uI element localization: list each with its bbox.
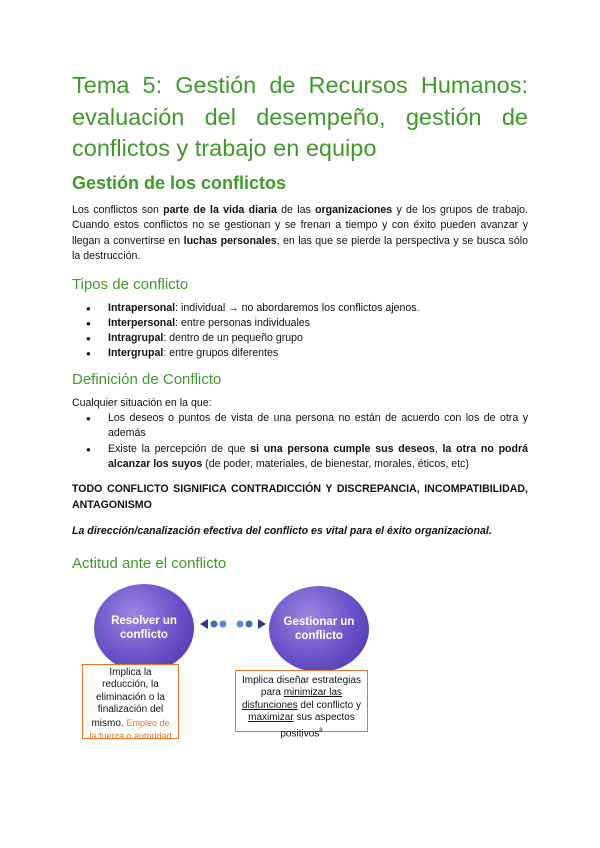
intro-paragraph	[72, 203, 528, 265]
list-item	[72, 442, 528, 473]
intro-text-4: , en las que se pierde la perspectiva y se busca sólo la destrucción.	[72, 234, 528, 262]
manage-text-3: sus aspectos positivos	[280, 712, 355, 740]
def-text-1: Existe la percepción de que	[108, 442, 251, 455]
footnote-marker: 8	[319, 727, 323, 734]
manage-underline-2: maximizar	[248, 712, 294, 724]
intro-text-3: y de los grupos de trabajo. Cuando estos conflictos no se gestionan y se frenan a tiempo y con éxito pueden avanzar y llegan a convertirse en	[72, 203, 529, 247]
attitude-diagram	[72, 584, 528, 754]
manage-conflict-circle: Gestionar un conflicto	[269, 586, 369, 672]
list-item	[72, 301, 528, 316]
list-item-term: Intrapersonal	[108, 301, 176, 314]
intro-bold-2: organizaciones	[315, 203, 393, 216]
definition-list	[72, 411, 528, 472]
double-arrow-icon	[200, 614, 266, 634]
def-text-3: (de poder, materiales, de bienestar, morales, éticos, etc)	[202, 458, 469, 471]
list-item-term: Interpersonal	[108, 316, 176, 329]
def-bold-1: si una persona cumple sus deseos	[250, 442, 435, 455]
list-item-desc: : entre personas individuales	[175, 316, 310, 329]
italic-statement: La dirección/canalización efectiva del conflicto es vital para el éxito organizacional.	[72, 525, 492, 538]
list-item-desc: : dentro de un pequeño grupo	[163, 332, 303, 345]
list-item	[72, 346, 528, 361]
document-title: Tema 5: Gestión de Recursos Humanos: evaluación del desempeño, gestión de conflictos y trabajo en equipo	[72, 72, 528, 161]
list-item-desc: : individual → no abordaremos los conflictos ajenos.	[175, 301, 420, 314]
section-heading-attitude: Actitud ante el conflicto	[72, 554, 227, 572]
manage-underline-1: minimizar las disfunciones	[242, 687, 343, 711]
resolve-description: Implica la reducción, la eliminación o la finalización del mismo.	[91, 666, 165, 729]
intro-bold-1: parte de la vida diaria	[163, 203, 277, 216]
list-item-desc: : entre grupos diferentes	[163, 347, 279, 360]
section-heading-conflict-management: Gestión de los conflictos	[72, 172, 287, 193]
intro-bold-3: luchas personales	[183, 234, 277, 247]
def-bold-2: la otra no podrá alcanzar los suyos	[108, 442, 528, 471]
caps-statement: TODO CONFLICTO SIGNIFICA CONTRADICCIÓN Y DISCREPANCIA, INCOMPATIBILIDAD, ANTAGONISMO	[72, 483, 528, 511]
section-heading-definition: Definición de Conflicto	[72, 370, 222, 388]
intro-text-2: de las	[276, 203, 316, 216]
list-item	[72, 316, 528, 331]
list-item-term: Intragrupal	[108, 332, 164, 345]
list-item-term: Intergrupal	[108, 347, 164, 360]
list-item	[72, 331, 528, 346]
types-list	[72, 301, 528, 362]
list-item: ● Los deseos o puntos de vista de una persona no están de acuerdo con los de otra y además	[72, 411, 528, 442]
intro-text-1: Los conflictos son	[72, 203, 164, 216]
document-page	[72, 70, 528, 754]
def-text-2: ,	[434, 442, 443, 455]
manage-text-1: Implica diseñar estrategias para	[242, 674, 361, 699]
resolve-description-box	[82, 664, 179, 742]
resolve-note: Empleo de la fuerza o autoridad	[89, 717, 172, 742]
definition-lead: Cualquier situación en la que:	[72, 396, 212, 409]
manage-description-box	[235, 670, 368, 740]
manage-text-2: del conflicto y	[297, 699, 361, 711]
resolve-conflict-circle: Resolver un conflicto	[94, 584, 194, 672]
section-heading-types: Tipos de conflicto	[72, 275, 189, 293]
